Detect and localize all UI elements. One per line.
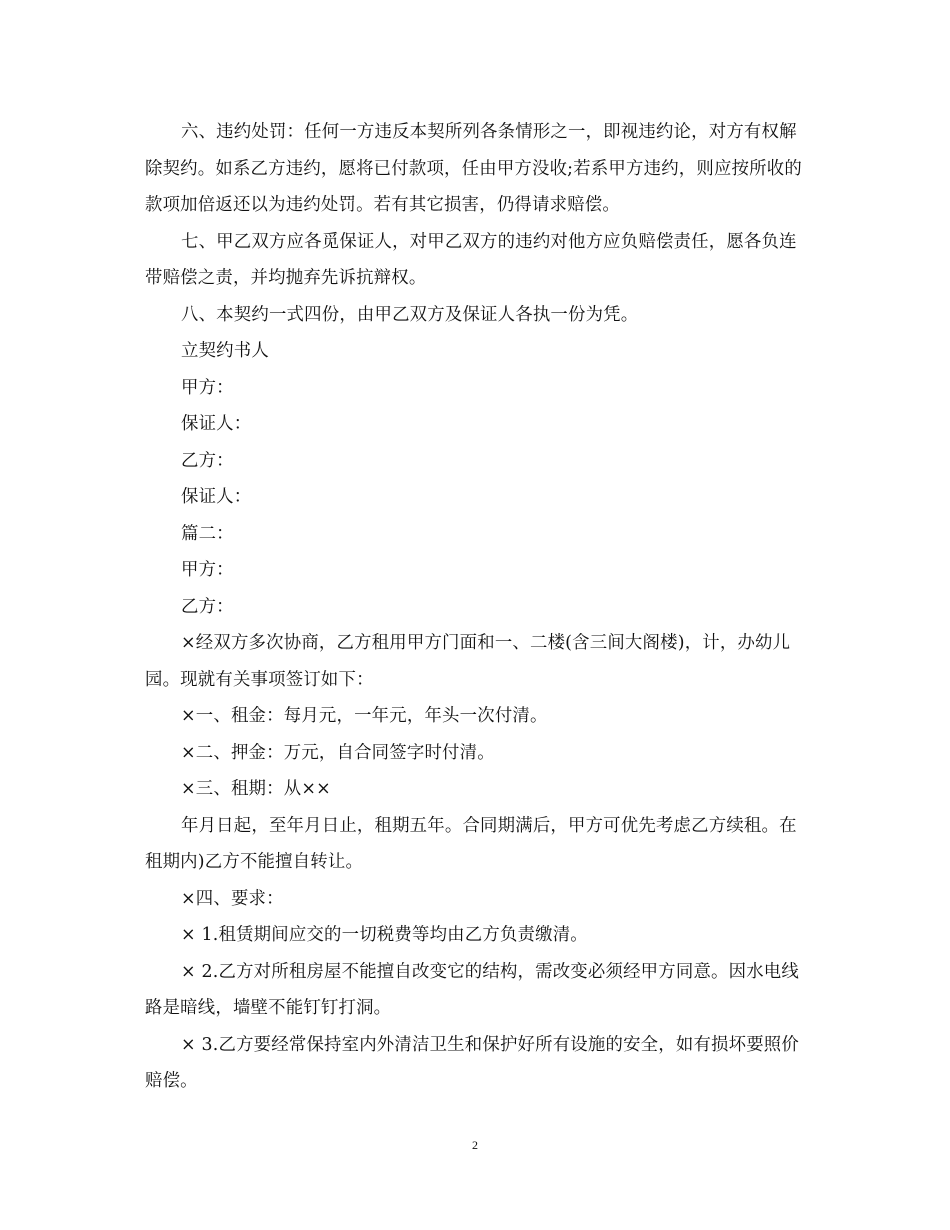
paragraph-copies: 八、本契约一式四份，由甲乙双方及保证人各执一份为凭。 — [181, 304, 639, 325]
paragraph-deposit: ×二、押金：万元，自合同签字时付清。 — [181, 742, 495, 763]
paragraph-rent: ×一、租金：每月元，一年元，年头一次付清。 — [181, 706, 548, 726]
paragraph-breach-penalty: 六、违约处罚：任何一方违反本契所列各条情形之一，即视违约论，对方有权解除契约。如系乙方违约，愿将已付款项，任由甲方没收;若系甲方违约，则应按所收的款项加倍返还以为违约处罚。若有其它损害，仍得请求赔偿。 — [145, 122, 802, 215]
party-b-line: 乙方： — [181, 450, 234, 471]
paragraph-negotiation: ×经双方多次协商，乙方租用甲方门面和一、二楼(含三间大阁楼)，计，办幼儿园。现就有关事项签订如下： — [145, 633, 791, 690]
paragraph-requirements: ×四、要求： — [181, 888, 284, 909]
paragraph-requirement-1: × 1.租赁期间应交的一切税费等均由乙方负责缴清。 — [181, 925, 588, 945]
page-number: 2 — [472, 1138, 478, 1152]
section-two-heading: 篇二： — [181, 523, 234, 544]
section-two-party-b: 乙方： — [181, 596, 234, 617]
paragraph-requirement-2: × 2.乙方对所租房屋不能擅自改变它的结构，需改变必须经甲方同意。因水电线路是暗线，墙壁不能钉钉打洞。 — [145, 961, 799, 1018]
document-body — [145, 114, 805, 1100]
paragraph-guarantors: 七、甲乙双方应各觅保证人，对甲乙双方的违约对他方应负赔偿责任，愿各负连带赔偿之责，并均抛弃先诉抗辩权。 — [145, 231, 797, 288]
party-a-line: 甲方： — [181, 377, 234, 398]
signatories-heading: 立契约书人 — [181, 341, 269, 361]
guarantor-a-line: 保证人： — [181, 414, 252, 434]
paragraph-term-start: ×三、租期：从×× — [181, 779, 331, 799]
paragraph-requirement-3: × 3.乙方要经常保持室内外清洁卫生和保护好所有设施的安全，如有损坏要照价赔偿。 — [145, 1034, 799, 1091]
paragraph-term-detail: 年月日起，至年月日止，租期五年。合同期满后，甲方可优先考虑乙方续租。在租期内)乙方不能擅自转让。 — [145, 815, 797, 872]
section-two-party-a: 甲方： — [181, 560, 234, 580]
guarantor-b-line: 保证人： — [181, 487, 252, 507]
